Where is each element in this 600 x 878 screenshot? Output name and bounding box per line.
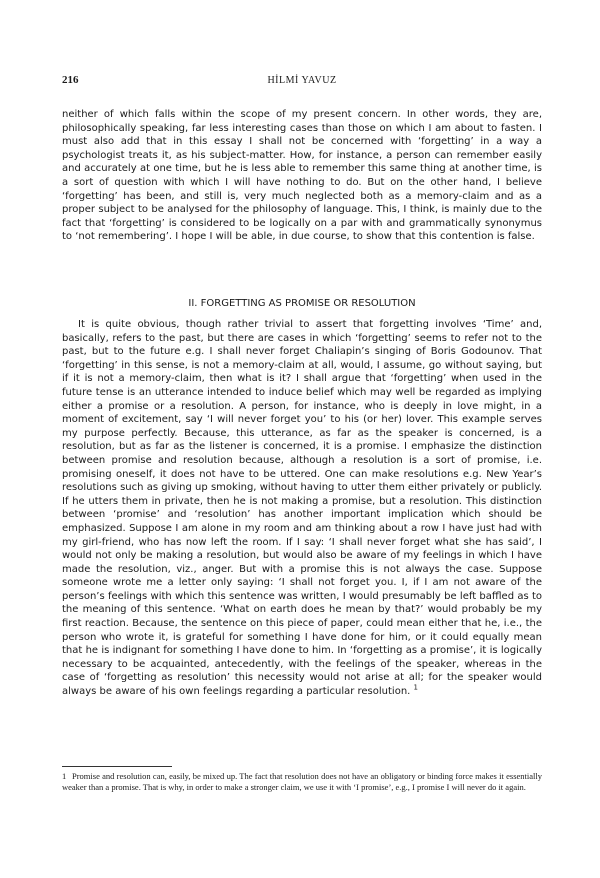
paragraph-2-text: It is quite obvious, though rather trivial to assert that forgetting involves ‘Time’ and, basically, refers to the past, but there are cases in which ‘forgetting’ seems to refer not to the past, but to the future e.g. I shall never forget Chaliapin’s singing of Boris Godounov. That ‘forgetting’ in this sense, is not a memory-claim at all, would, I assume, go without saying, but if it is not a memory-claim, then what is it? I shall argue that ‘forgetting’ when used in the future tense is an utterance intended to induce belief which may well be regarded as implying either a promise or a resolution. A person, for instance, who is deeply in love might, in a moment of excitement, say ‘I will never forget you’ to his (or her) lover. This example serves my purpose perfectly. Because, this utterance, as far as the speaker is concerned, is a resolution, but as far as the listener is concerned, it is a promise. I emphasize the distinction between promise and resolution because, although a resolution is a sort of promise, i.e. promising oneself, it does not have to be uttered. One can make resolutions e.g. New Year’s resolutions such as giving up smoking, without having to utter them either privately or publicly. If he utters them in private, then he is not making a promise, but a resolution. This distinction between ‘promise’ and ‘resolution’ has another important implication which should be emphasized. Suppose I am alone in my room and am thinking about a row I have just had with my girl-friend, who has now left the room. If I say: ‘I shall never forget what she has said’, I would not only be making a resolution, but would also be aware of my feelings in which I have made the resolution, viz., anger. But with a promise this is not always the case. Suppose someone wrote me a letter only saying: ‘I shall not forget you. I, if I am not aware of the person’s feelings with which this sentence was written, I would presumably be left baffled as to the meaning of this sentence. ‘What on earth does he mean by that?’ would probably be my first reaction. Because, the sentence on this piece of paper, could mean either that he, i.e., the person who wrote it, is grateful for something I have done for him, or it could equally mean that he is indignant for something I have done to him. In ‘forgetting as a promise’, it is logically necessary to be acquainted, antecedently, with the feelings of the speaker, whereas in the case of ‘forgetting as resolution’ this necessity would not arise at all; for the speaker would always be aware of his own feelings regarding a particular resolution. xyxy=(62,319,542,698)
running-head xyxy=(62,74,542,88)
paragraph-1-text: neither of which falls within the scope of my present concern. In other words, they are, philosophically speaking, far less interesting cases than those on which I am about to fasten. I must also add that in this essay I shall not be concerned with ‘forgetting’ in a way a psychologist treats it, as his subject-matter. How, for instance, a person can remember easily and accurately at one time, but he is less able to remember this same thing at another time, is a sort of question with which I will have nothing to do. But on the other hand, I believe ‘forgetting’ has been, and still is, very much neglected both as a memory-claim and as a proper subject to be analysed for the philosophy of language. This, I think, is mainly due to the fact that ‘forgetting’ is considered to be logically on a par with and grammatically synonymus to ‘not remembering’. I hope I will be able, in due course, to show that this contention is false. xyxy=(62,109,542,243)
footnote-reference: 1 xyxy=(413,683,418,692)
footnote-divider xyxy=(62,766,172,767)
footnote xyxy=(62,771,542,793)
footnote-marker: 1 xyxy=(62,771,67,781)
paragraph-forgetting-promise xyxy=(62,318,542,699)
running-head-author: HİLMİ YAVUZ xyxy=(267,75,337,86)
page-number: 216 xyxy=(62,74,79,86)
paragraph-continuation xyxy=(62,108,542,244)
section-heading: II. FORGETTING AS PROMISE OR RESOLUTION xyxy=(188,298,416,309)
footnote-text: Promise and resolution can, easily, be mixed up. The fact that resolution does not have an obligatory or binding force makes it essentially weaker than a promise. That is why, in order to make a stronger claim, we use it with ‘I promise’, e.g., I promise I will never do it again. xyxy=(62,771,542,792)
